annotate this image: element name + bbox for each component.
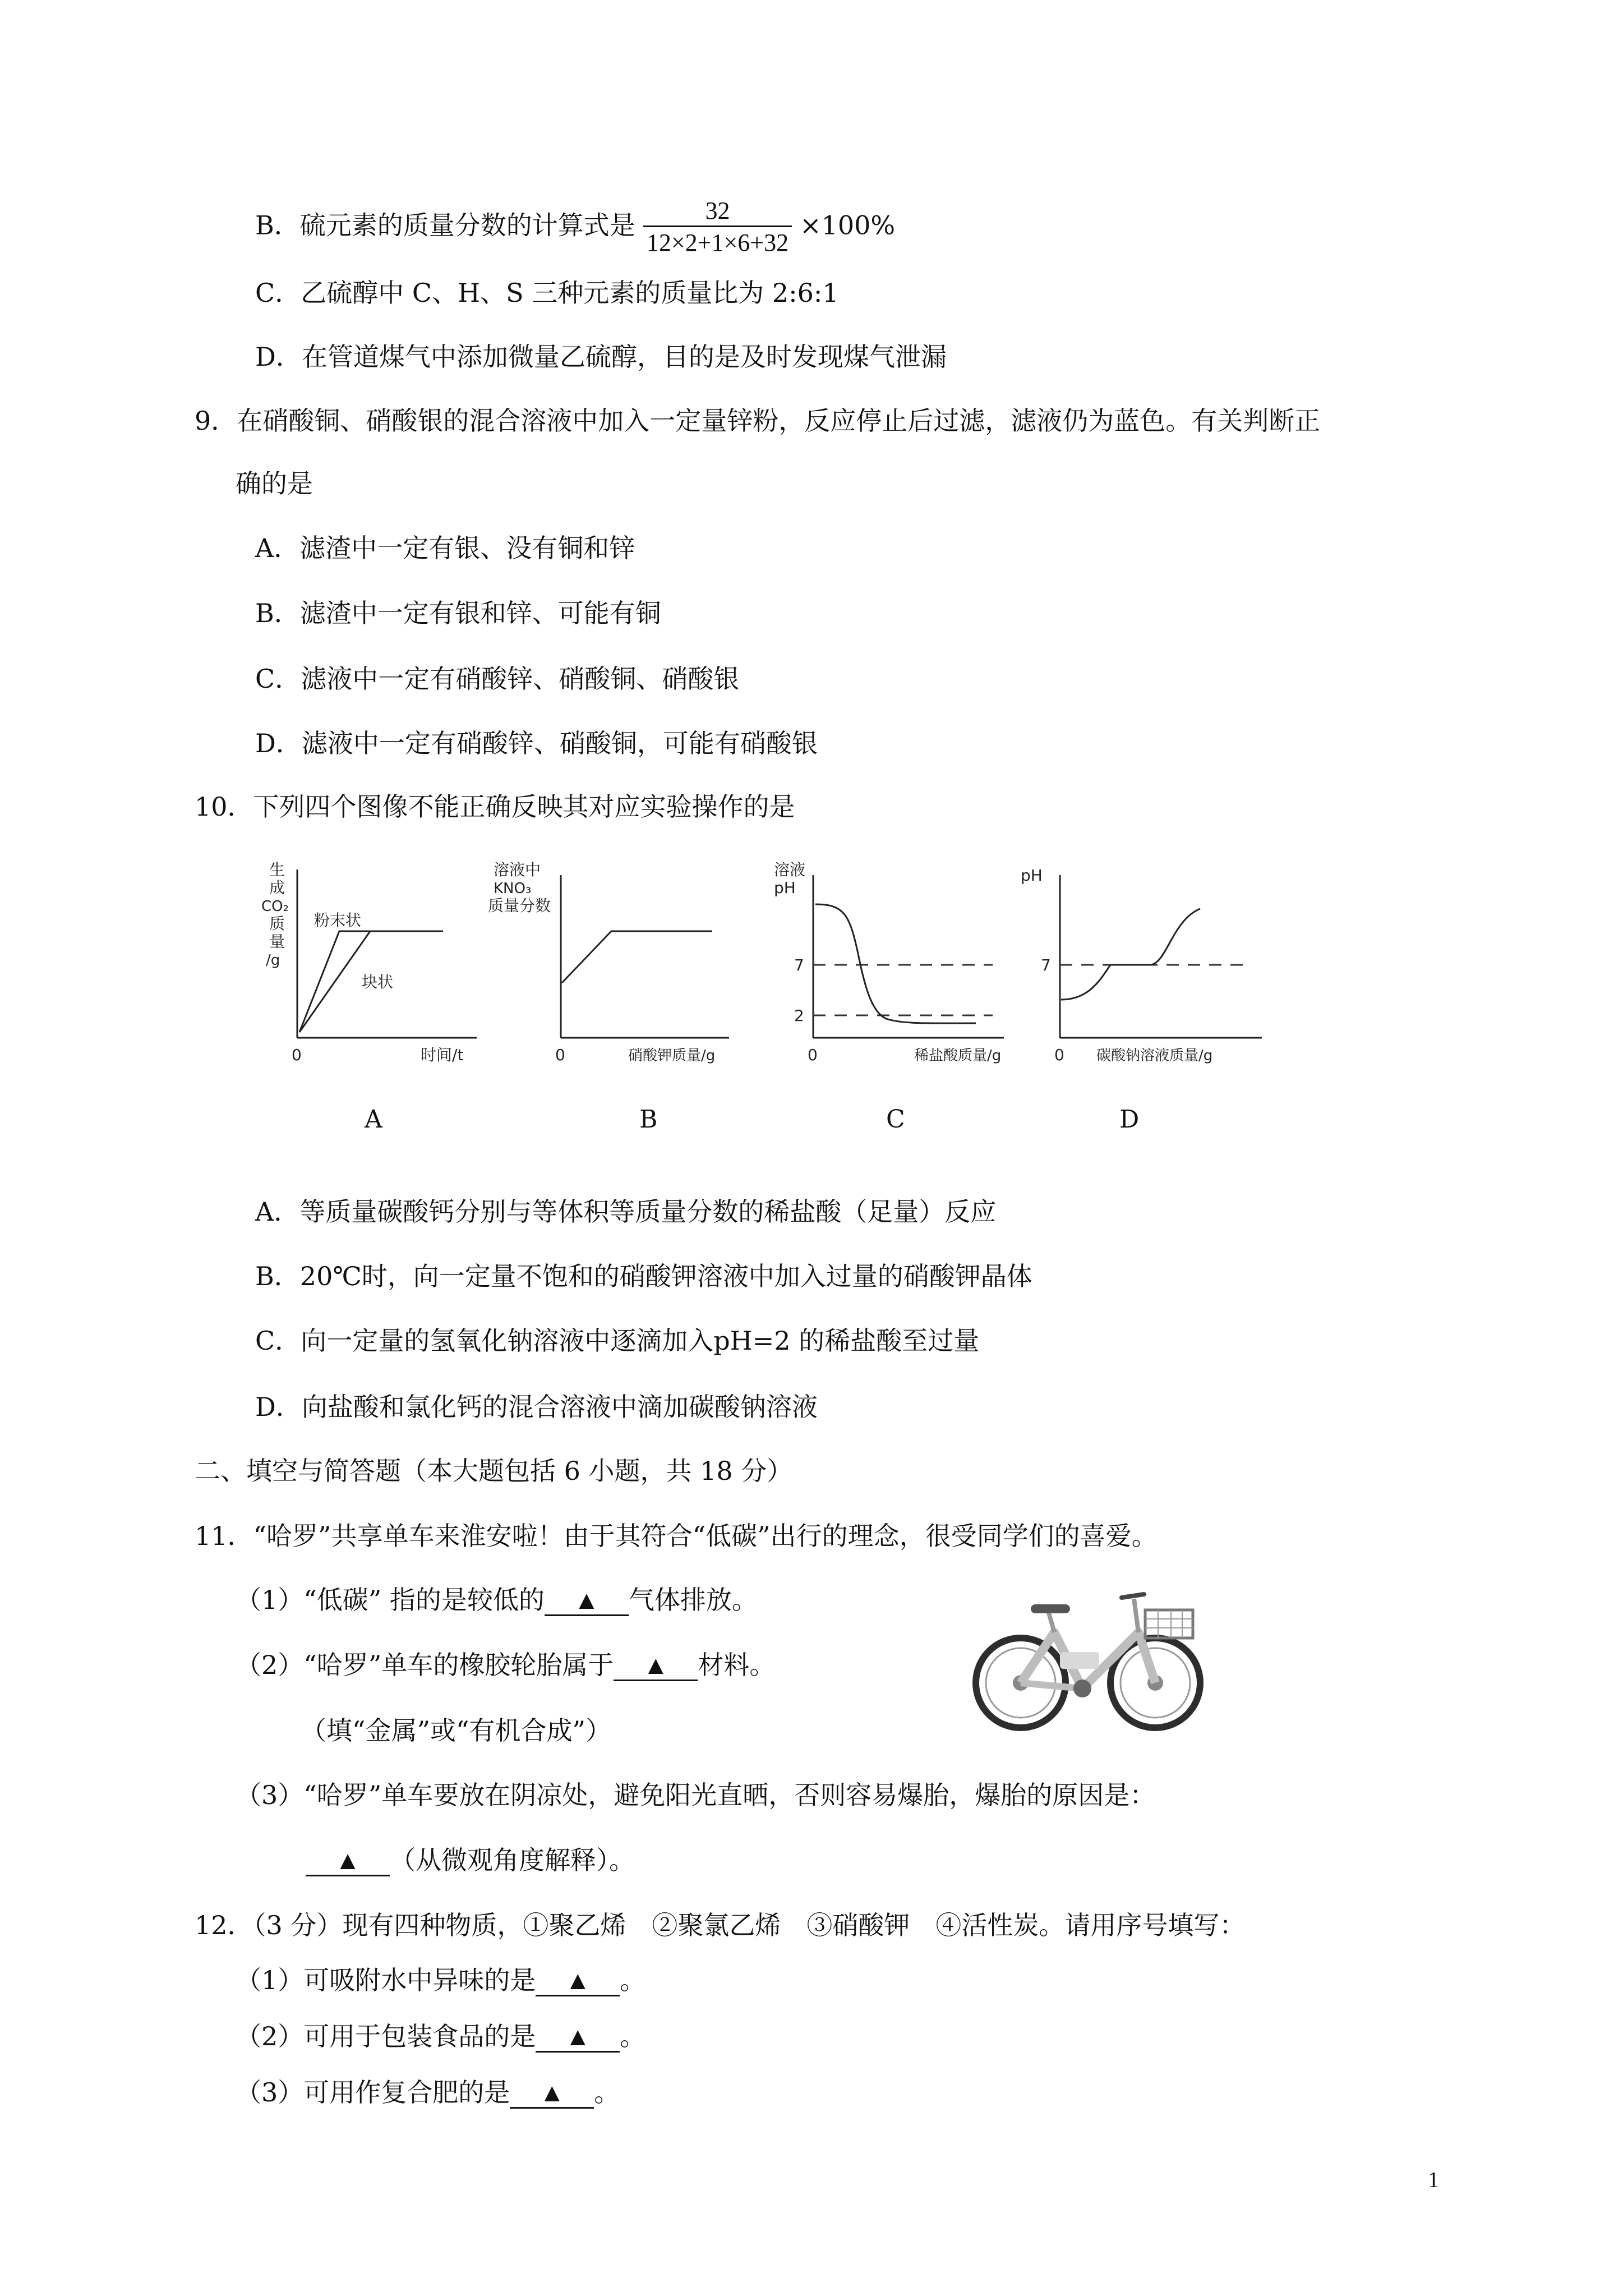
chart-a [252, 853, 488, 1066]
answer-blank[interactable]: ▲ [536, 1966, 620, 1996]
fraction [643, 196, 792, 259]
q8-option-b-prefix: B．硫元素的质量分数的计算式是 [255, 210, 635, 241]
q12-part3-end: 。 [594, 2077, 620, 2108]
q12-part1-end: 。 [620, 1965, 646, 1995]
q11-part2-note: （填“金属”或“有机合成”） [301, 1715, 612, 1746]
chart-c [746, 853, 1009, 1066]
q12-part3 [236, 2076, 620, 2109]
x-label: 稀盐酸质量/g [914, 1047, 1002, 1064]
basket [1145, 1610, 1193, 1638]
y-label-2: 成 [269, 878, 285, 897]
q10-option-a: A．等质量碳酸钙分别与等体积等质量分数的稀盐酸（足量）反应 [255, 1197, 997, 1227]
q10-option-b: B．20℃时，向一定量不饱和的硝酸钾溶液中加入过量的硝酸钾晶体 [255, 1261, 1032, 1291]
x-label: 硝酸钾质量/g [628, 1047, 716, 1064]
bicycle-image [970, 1582, 1206, 1739]
q11-part1-prefix: （1）“低碳” 指的是较低的 [236, 1585, 545, 1615]
origin-label: 0 [1054, 1046, 1064, 1064]
origin-label: 0 [555, 1046, 565, 1064]
q8-option-d: D．在管道煤气中添加微量乙硫醇，目的是及时发现煤气泄漏 [255, 342, 947, 372]
q10-stem: 10．下列四个图像不能正确反映其对应实验操作的是 [195, 792, 795, 822]
q11-part2-prefix: （2）“哈罗”单车的橡胶轮胎属于 [236, 1650, 614, 1680]
y-label-5: 量 [269, 932, 285, 951]
q9-stem-line2: 确的是 [236, 468, 313, 499]
chart-b [488, 853, 735, 1066]
series-ph-curve [1061, 909, 1200, 1000]
q8-option-c: C．乙硫醇中 C、H、S 三种元素的质量比为 2:6:1 [255, 278, 839, 308]
series-block-label: 块状 [362, 973, 394, 991]
chart-d [1004, 853, 1267, 1066]
q11-part3-answer [306, 1843, 635, 1877]
x-label: 碳酸钠溶液质量/g [1096, 1047, 1213, 1064]
tick-2: 2 [794, 1006, 804, 1025]
handlebar [1122, 1594, 1144, 1598]
q9-option-c: C．滤液中一定有硝酸锌、硝酸铜、硝酸银 [255, 664, 740, 694]
q12-part2-end: 。 [620, 2021, 646, 2051]
saddle [1031, 1604, 1070, 1613]
q11-stem: 11．“哈罗”共享单车来淮安啦！由于其符合“低碳”出行的理念，很受同学们的喜爱。 [195, 1521, 1158, 1551]
y-label-1: 溶液 [774, 861, 806, 879]
q11-part3: （3）“哈罗”单车要放在阴凉处，避免阳光直晒，否则容易爆胎，爆胎的原因是： [236, 1780, 1156, 1810]
q10-option-d: D．向盐酸和氯化钙的混合溶液中滴加碳酸钠溶液 [255, 1392, 818, 1422]
answer-blank[interactable]: ▲ [536, 2022, 620, 2053]
answer-blank[interactable]: ▲ [545, 1585, 629, 1616]
y-label-6: /g [266, 952, 280, 969]
y-label-2: pH [774, 878, 796, 897]
y-label-4: 质 [269, 914, 285, 933]
series-line [562, 931, 712, 983]
answer-blank[interactable]: ▲ [614, 1650, 698, 1681]
q9-option-b: B．滤渣中一定有银和锌、可能有铜 [255, 598, 661, 628]
y-label-1: 生 [269, 861, 285, 879]
q8-option-b-suffix: ×100% [800, 210, 896, 241]
section-2-title: 二、填空与简答题（本大题包括 6 小题，共 18 分） [195, 1456, 793, 1486]
fraction-denominator: 12×2+1×6+32 [643, 226, 792, 259]
q12-part1 [236, 1963, 645, 1997]
chart-a-caption: A [365, 1105, 382, 1134]
y-label-3: CO₂ [261, 898, 289, 915]
chart-d-caption: D [1119, 1105, 1140, 1134]
y-label-3: 质量分数 [488, 896, 551, 915]
q11-part3-suffix: （从微观角度解释）。 [390, 1845, 635, 1875]
fraction-numerator: 32 [705, 197, 730, 224]
y-label: pH [1021, 866, 1043, 885]
frame-panel [1060, 1652, 1099, 1669]
q9-option-a: A．滤渣中一定有银、没有铜和锌 [255, 533, 635, 563]
q12-part2 [236, 2019, 645, 2053]
chart-b-caption: B [639, 1105, 658, 1134]
q11-part1-suffix: 气体排放。 [628, 1585, 758, 1615]
q9-option-d: D．滤液中一定有硝酸锌、硝酸铜，可能有硝酸银 [255, 728, 818, 758]
origin-label: 0 [808, 1046, 818, 1064]
series-ph-curve [815, 904, 976, 1023]
chart-c-caption: C [886, 1105, 905, 1134]
q12-part2-prefix: （2）可用于包装食品的是 [236, 2021, 536, 2051]
q11-part1 [236, 1583, 758, 1617]
tick-7: 7 [794, 956, 804, 974]
answer-blank[interactable]: ▲ [510, 2078, 594, 2109]
q8-option-b [255, 196, 895, 259]
q9-stem-line1: 9．在硝酸铜、硝酸银的混合溶液中加入一定量锌粉，反应停止后过滤，滤液仍为蓝色。有关判断正 [195, 406, 1321, 436]
x-label: 时间/t [421, 1046, 464, 1064]
series-powder-label: 粉末状 [314, 911, 362, 930]
page-number: 1 [1428, 2167, 1439, 2192]
answer-blank[interactable]: ▲ [306, 1846, 390, 1876]
q10-option-c: C．向一定量的氢氧化钠溶液中逐滴加入pH=2 的稀盐酸至过量 [255, 1326, 980, 1356]
q12-stem: 12．（3 分）现有四种物质，①聚乙烯 ②聚氯乙烯 ③硝酸钾 ④活性炭。请用序号填写： [195, 1910, 1246, 1940]
q12-part1-prefix: （1）可吸附水中异味的是 [236, 1965, 536, 1995]
origin-label: 0 [292, 1046, 302, 1064]
q11-part2-suffix: 材料。 [698, 1650, 776, 1680]
q12-part3-prefix: （3）可用作复合肥的是 [236, 2077, 510, 2108]
crank [1073, 1680, 1091, 1697]
series-block-line [299, 931, 370, 1032]
q11-part2 [236, 1648, 775, 1682]
tick-7: 7 [1041, 956, 1051, 974]
y-label-2: KNO₃ [494, 880, 532, 897]
y-label-1: 溶液中 [494, 861, 541, 879]
